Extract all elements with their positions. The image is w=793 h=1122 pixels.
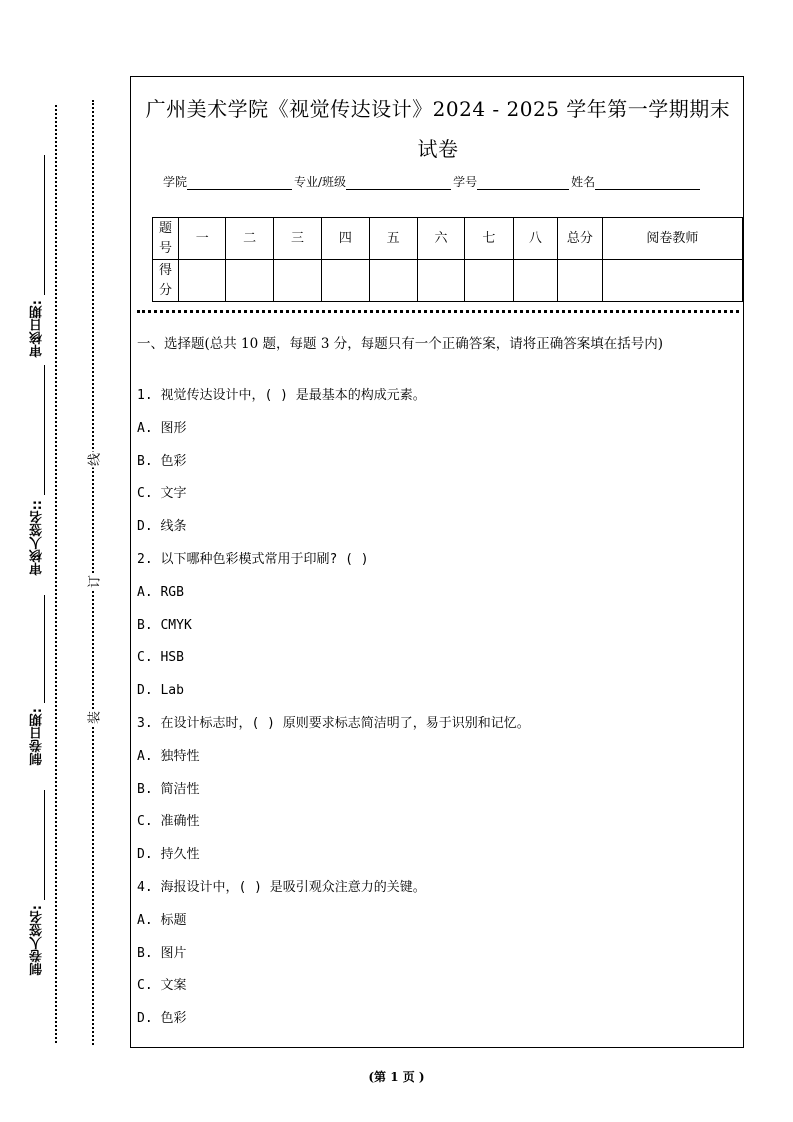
reviewer-signature-line: [44, 365, 45, 495]
reviewer-signature-label: 审核人签名::: [30, 500, 45, 576]
question-1-option-d: D. 线条: [137, 519, 187, 535]
dotted-cut-line-outer: [55, 105, 57, 1043]
col-header-1: 一: [179, 218, 226, 260]
section-1-heading: 一、选择题(总共 10 题，每题 3 分，每题只有一个正确答案，请将正确答案填在括号内): [137, 336, 663, 352]
col-header-5: 五: [369, 218, 417, 260]
binder-mark-xian: 线: [84, 452, 103, 468]
score-cell-6[interactable]: [417, 260, 464, 302]
score-table-score-row: [153, 260, 743, 302]
score-table-header-row: [153, 218, 743, 260]
score-cell-8[interactable]: [513, 260, 558, 302]
score-cell-grader[interactable]: [602, 260, 742, 302]
name-field[interactable]: [595, 177, 700, 190]
maker-signature-line: [44, 790, 45, 900]
col-header-grader: 阅卷教师: [602, 218, 742, 260]
question-4-option-b: B. 图片: [137, 945, 187, 961]
question-2-option-d: D. Lab: [137, 683, 184, 699]
col-header-2: 二: [226, 218, 273, 260]
student-info-row: [163, 173, 702, 190]
maker-date-label: 制卷日期:: [30, 708, 45, 766]
score-cell-7[interactable]: [465, 260, 513, 302]
col-header-total: 总分: [558, 218, 603, 260]
question-2-stem: 2. 以下哪种色彩模式常用于印刷? ( ): [137, 551, 369, 567]
dotted-binding-line: [92, 100, 94, 1045]
score-cell-1[interactable]: [179, 260, 226, 302]
student-id-label: 学号: [453, 175, 478, 189]
question-3-option-d: D. 持久性: [137, 847, 200, 863]
question-1-option-c: C. 文字: [137, 486, 187, 502]
question-3-option-a: A. 独特性: [137, 748, 200, 764]
score-label: 得分: [153, 260, 179, 302]
college-field[interactable]: [187, 177, 292, 190]
question-1-stem: 1. 视觉传达设计中，( ) 是最基本的构成元素。: [137, 388, 426, 403]
question-3-option-c: C. 准确性: [137, 814, 200, 830]
question-2-option-c: C. HSB: [137, 650, 184, 666]
question-2-option-b: B. CMYK: [137, 617, 192, 633]
question-4-option-c: C. 文案: [137, 978, 187, 994]
major-class-label: 专业/班级: [294, 175, 347, 189]
college-label: 学院: [163, 175, 188, 189]
question-4-stem: 4. 海报设计中，( ) 是吸引观众注意力的关键。: [137, 879, 426, 895]
question-4-option-d: D. 色彩: [137, 1011, 187, 1027]
question-4-option-a: A. 标题: [137, 912, 187, 928]
score-cell-2[interactable]: [226, 260, 273, 302]
maker-signature-label: 制卷人签名:: [30, 905, 45, 976]
question-1-option-a: A. 图形: [137, 420, 187, 436]
col-header-8: 八: [513, 218, 558, 260]
section-divider: [137, 310, 739, 313]
maker-date-line: [44, 595, 45, 703]
score-cell-5[interactable]: [369, 260, 417, 302]
question-3-stem: 3. 在设计标志时，( ) 原则要求标志简洁明了，易于识别和记忆。: [137, 715, 530, 731]
score-cell-3[interactable]: [273, 260, 321, 302]
col-header-3: 三: [273, 218, 321, 260]
reviewer-date-label: 审核日期:: [30, 300, 45, 358]
score-cell-4[interactable]: [322, 260, 369, 302]
col-header-4: 四: [322, 218, 369, 260]
question-2-option-a: A. RGB: [137, 584, 184, 600]
name-label: 姓名: [571, 175, 596, 189]
student-id-field[interactable]: [477, 177, 569, 190]
col-header-6: 六: [417, 218, 464, 260]
binder-mark-zhuang: 装: [84, 710, 103, 726]
page-number: (第 1 页 ): [368, 1070, 425, 1084]
binder-mark-ding: 订: [84, 574, 103, 590]
col-header-7: 七: [465, 218, 513, 260]
question-1-option-b: B. 色彩: [137, 453, 187, 469]
exam-title: 广州美术学院《视觉传达设计》2024 - 2025 学年第一学期期末试卷: [145, 97, 731, 161]
reviewer-date-line: [44, 155, 45, 295]
score-cell-total[interactable]: [558, 260, 603, 302]
exam-frame: [130, 76, 744, 1048]
question-list: [137, 385, 739, 1041]
major-class-field[interactable]: [346, 177, 451, 190]
question-number-label: 题号: [153, 218, 179, 260]
score-table: [152, 217, 743, 302]
question-3-option-b: B. 简洁性: [137, 781, 200, 797]
